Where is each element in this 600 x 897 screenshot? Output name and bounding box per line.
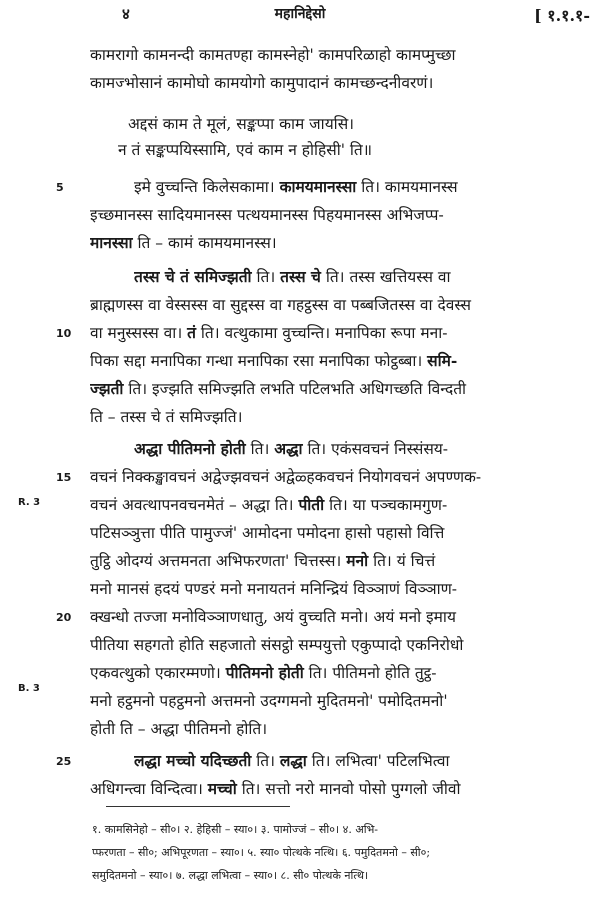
bold-text: लद्धा मच्चो यदिच्छती <box>134 751 252 770</box>
line-number: 10 <box>56 327 72 340</box>
text-line <box>90 72 588 94</box>
line-number: 5 <box>56 181 64 194</box>
text-span: ति – तस्स चे तं समिज्झति। <box>90 408 243 426</box>
text-line <box>134 176 588 198</box>
text-span: पिका सद्दा मनापिका गन्धा मनापिका रसा मनापिका फोट्ठब्बा। <box>90 352 428 370</box>
text-span: ति। कामयमानस्स <box>356 178 458 196</box>
text-line <box>90 350 588 372</box>
bold-text: मानस्सा <box>90 233 133 252</box>
text-span: पटिसञ्ञुत्ता पीति पामुज्जं' आमोदना पमोदना हासो पहासो वित्ति <box>90 524 445 542</box>
text-line <box>90 294 588 316</box>
text-span: मनो हट्ठमनो पहट्ठमनो अत्तमनो उदग्गमनो मुदितमनो' पमोदितमनो' <box>90 692 448 710</box>
text-line <box>90 606 588 628</box>
bold-text: लद्धा <box>279 751 307 770</box>
running-title: महानिद्देसो <box>274 6 326 22</box>
text-span: ति। एकंसवचनं निस्संसय- <box>302 440 449 458</box>
text-span: मनो मानसं हदयं पण्डरं मनो मनायतनं मनिन्द्रियं विञ्ञाणं विञ्ञाण- <box>90 580 458 598</box>
text-line <box>90 522 588 544</box>
text-line <box>90 718 588 740</box>
text-span: ति। या पञ्चकामगुण- <box>324 496 448 514</box>
text-line <box>134 750 588 772</box>
text-span: कामरागो कामनन्दी कामतण्हा कामस्नेहो' कामपरिळाहो कामप्मुच्छा <box>90 46 456 64</box>
footnote-line: १. कामसिनेहो – सी०। २. हेहिसी – स्या०। ३. पामोज्जं – सी०। ४. अभि- <box>92 823 379 836</box>
edition-reference: R. 3 <box>18 497 41 508</box>
text-line <box>90 406 588 428</box>
text-line <box>90 662 588 684</box>
text-line <box>90 634 588 656</box>
text-line <box>90 44 588 66</box>
text-line <box>134 438 588 460</box>
text-span: ति। इज्झति समिज्झति लभति पटिलभति अधिगच्छति विन्दती <box>123 380 467 398</box>
edition-reference: B. 3 <box>18 683 40 694</box>
text-line <box>90 550 588 572</box>
bold-text: कामयमानस्सा <box>279 177 357 196</box>
bold-text: अद्धा <box>274 439 303 458</box>
text-span: वचनं अवत्थापनवचनमेतं – अद्धा ति। <box>90 496 299 514</box>
text-span: ति। यं चित्तं <box>368 552 436 570</box>
text-line <box>118 139 588 161</box>
text-span: वचनं निक्कङ्खावचनं अद्वेज्झवचनं अद्वेळ्हकवचनं नियोगवचनं अपण्णक- <box>90 468 482 486</box>
text-line <box>90 232 588 254</box>
text-line <box>90 204 588 226</box>
bold-text: तं <box>187 323 196 342</box>
text-span: वा मनुस्सस्स वा। <box>90 324 188 342</box>
text-span: न तं सङ्कप्पयिस्सामि, एवं काम न होहिसी' ति॥ <box>118 141 373 159</box>
line-number: 20 <box>56 611 72 624</box>
text-line <box>90 378 588 400</box>
bold-text: पीतिमनो होती <box>225 663 304 682</box>
text-span: कामज्भोसानं कामोघो कामयोगो कामुपादानं कामच्छन्दनीवरणं। <box>90 74 434 92</box>
text-line <box>90 778 588 800</box>
text-line <box>90 322 588 344</box>
footnote-line: समुदितमनो – स्या०। ७. लद्धा लभित्वा – स्या०। ८. सी० पोत्थके नत्थि। <box>92 869 369 882</box>
text-span: तुट्ठि ओदग्यं अत्तमनता अभिफरणता' चित्तस्स। <box>90 552 347 570</box>
text-span: ति। सत्तो नरो मानवो पोसो पुग्गलो जीवो <box>236 780 461 798</box>
bold-text: पीती <box>298 495 325 514</box>
text-span: इमे वुच्चन्ति किलेसकामा। <box>134 178 280 196</box>
text-span: ति। तस्स खत्तियस्स वा <box>320 268 451 286</box>
text-line <box>90 578 588 600</box>
text-line <box>90 494 588 516</box>
footnote-line: प्फरणता – सी०; अभिपूरणता – स्या०। ५. स्या० पोत्थके नत्थि। ६. पमुदितमनो – सी०; <box>92 846 431 859</box>
text-line <box>134 266 588 288</box>
bold-text: मनो <box>346 551 369 570</box>
text-span: अधिगन्त्वा विन्दित्वा। <box>90 780 208 798</box>
bold-text: अद्धा पीतिमनो होती <box>134 439 246 458</box>
text-span: ति। <box>251 268 281 286</box>
bold-text: मच्चो <box>207 779 237 798</box>
text-line <box>90 690 588 712</box>
text-span: होती ति – अद्धा पीतिमनो होति। <box>90 720 268 738</box>
bold-text: समि- <box>427 351 458 370</box>
text-span: अद्दसं काम ते मूलं, सङ्कप्पा काम जायसि। <box>128 115 355 133</box>
bold-text: तस्स चे <box>280 267 321 286</box>
text-span: ति। <box>245 440 275 458</box>
text-span: ति। लभित्वा' पटिलभित्वा <box>306 752 450 770</box>
text-span: ति – कामं कामयमानस्स। <box>132 234 277 252</box>
text-span: ब्राह्मणस्स वा वेस्सस्स वा सुद्दस्स वा गहट्ठस्स वा पब्बजितस्स वा देवस्स <box>90 296 472 314</box>
text-line <box>128 113 588 135</box>
line-number: 15 <box>56 471 72 484</box>
text-line <box>90 466 588 488</box>
bold-text: ज्झती <box>90 379 124 398</box>
line-number: 25 <box>56 755 72 768</box>
page-number: ४ <box>122 5 130 23</box>
text-span: एकवत्थुको एकारम्मणो। <box>90 664 226 682</box>
text-span: ति। पीतिमनो होति तुट्ठ- <box>303 664 437 682</box>
text-span: क्खन्धो तज्जा मनोविञ्ञाणधातु, अयं वुच्चति मनो। अयं मनो इमाय <box>90 608 456 626</box>
text-span: इच्छमानस्स सादियमानस्स पत्थयमानस्स पिहयमानस्स अभिजप्प- <box>90 206 444 224</box>
text-span: ति। वत्थुकामा वुच्चन्ति। मनापिका रूपा मना- <box>195 324 448 342</box>
bold-text: तस्स चे तं समिज्झती <box>134 267 252 286</box>
section-reference: [ १.१.१- <box>534 6 590 25</box>
text-span: पीतिया सहगतो होति सहजातो संसट्ठो सम्पयुत्तो एकुप्पादो एकनिरोधो <box>90 636 464 654</box>
text-span: ति। <box>251 752 280 770</box>
footnote-separator <box>106 806 290 807</box>
